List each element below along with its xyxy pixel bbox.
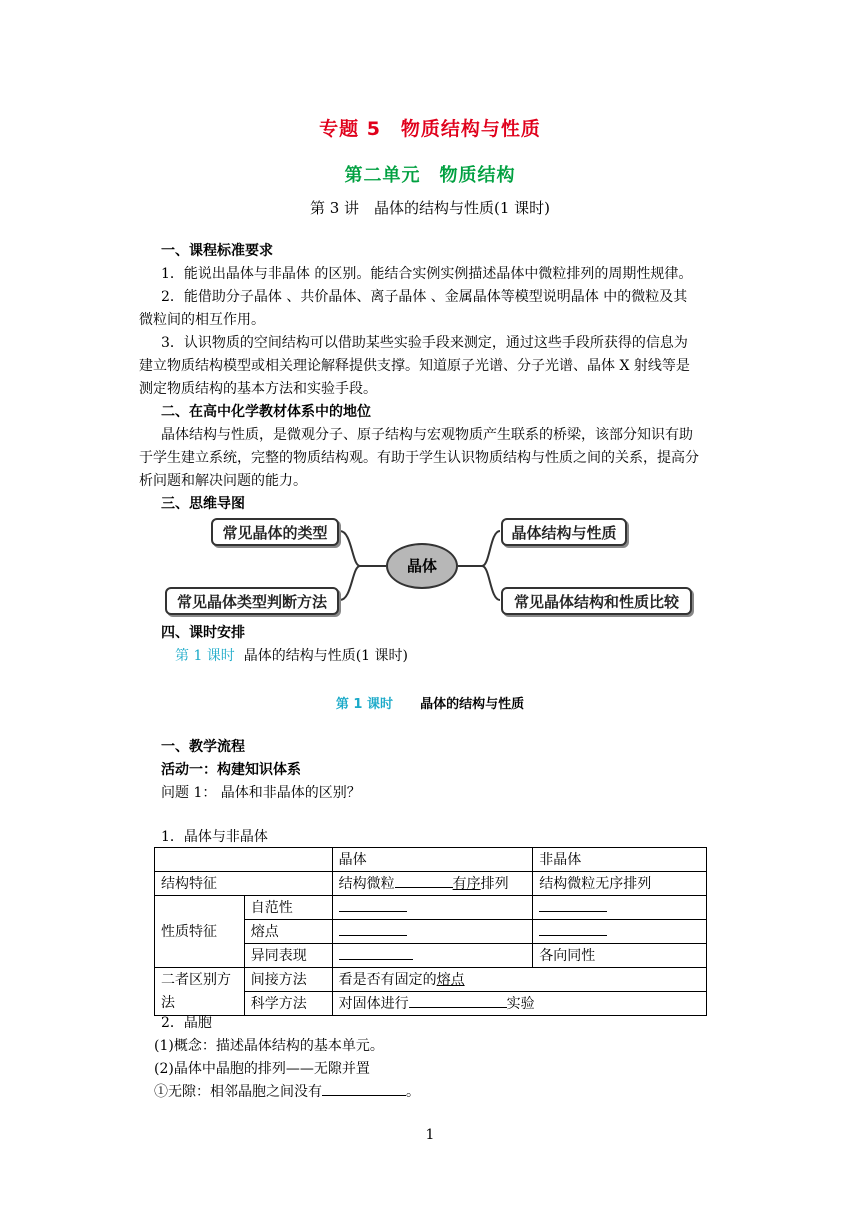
- mindmap-left-bottom: 常见晶体类型判断方法: [165, 587, 339, 615]
- flow-question: 问题 1： 晶体和非晶体的区别？: [161, 785, 361, 801]
- blank-self-shaping-crystal: [332, 896, 533, 920]
- structure-noncrystal: 结构微粒无序排列: [533, 872, 707, 896]
- s1-item2b: 微粒间的相互作用。: [139, 312, 265, 328]
- structure-crystal-prefix: 结构微粒: [338, 875, 395, 892]
- structure-crystal-answer: 有序: [452, 875, 481, 892]
- row-structure-label: 结构特征: [155, 872, 333, 896]
- cell-c3-suffix: 。: [406, 1084, 420, 1100]
- cell-item2: 2．晶胞: [161, 1015, 212, 1031]
- s4-heading: 四、课时安排: [161, 625, 245, 641]
- blank-line: [539, 898, 607, 912]
- s1-heading: 一、课程标准要求: [161, 243, 273, 259]
- flow-heading: 一、教学流程: [161, 739, 245, 755]
- s3-heading: 三、思维导图: [161, 496, 245, 512]
- s4-lesson-label: 第 1 课时: [175, 648, 235, 664]
- method-indirect-text: [332, 968, 706, 992]
- cell-c1: (1)概念：描述晶体结构的基本单元。: [154, 1038, 384, 1054]
- s2-heading: 二、在高中化学教材体系中的地位: [161, 404, 371, 420]
- method-indirect-answer: 熔点: [436, 971, 465, 988]
- method-indirect-prefix: 看是否有固定的: [338, 971, 437, 988]
- blank-line: [339, 898, 407, 912]
- structure-crystal: [332, 872, 533, 896]
- mindmap-left-top: 常见晶体的类型: [211, 518, 339, 546]
- cell-c3-prefix: ①无隙：相邻晶胞之间没有: [154, 1084, 322, 1100]
- section-label: 第 1 课时: [335, 697, 393, 712]
- table-row: [155, 896, 707, 920]
- structure-crystal-suffix: 排列: [480, 875, 509, 892]
- mindmap-center: 晶体: [386, 543, 458, 589]
- s2-p2: 于学生建立系统，完整的物质结构观。有助于学生认识物质结构与性质之间的关系，提高分: [139, 450, 699, 466]
- blank-melting-crystal: [332, 920, 533, 944]
- difference-label: 二者区别方法: [155, 968, 245, 1016]
- s4-lesson-text: 晶体的结构与性质(1 课时): [243, 648, 408, 664]
- blank-line: [339, 922, 407, 936]
- table-row: [155, 872, 707, 896]
- anisotropy-noncrystal: 各向同性: [533, 944, 707, 968]
- blank-melting-noncrystal: [533, 920, 707, 944]
- s1-item3c: 测定物质结构的基本方法和实验手段。: [139, 381, 377, 397]
- prop-self-shaping: 自范性: [244, 896, 332, 920]
- blank-line: [539, 922, 607, 936]
- property-label: 性质特征: [155, 896, 245, 968]
- method-scientific-prefix: 对固体进行: [338, 995, 409, 1012]
- header-crystal: 晶体: [332, 848, 533, 872]
- lecture-title: 第 3 讲 晶体的结构与性质(1 课时): [309, 199, 551, 217]
- method-scientific-suffix: 实验: [506, 995, 535, 1012]
- mindmap-right-top: 晶体结构与性质: [501, 518, 627, 546]
- cell-c3: [154, 1081, 734, 1104]
- header-noncrystal: 非晶体: [533, 848, 707, 872]
- flow-activity: 活动一：构建知识体系: [161, 762, 301, 778]
- blank-line: [339, 946, 413, 960]
- s1-item1-text: 1．能说出晶体与非晶体 的区别。能结合实例实例描述晶体中微粒排列的周期性规律。: [161, 266, 693, 282]
- mindmap-right-bottom: 常见晶体结构和性质比较: [501, 587, 692, 615]
- blank-line: [409, 994, 507, 1008]
- method-indirect: 间接方法: [244, 968, 332, 992]
- page-number: 1: [425, 1127, 435, 1143]
- s4-lesson: [175, 645, 755, 668]
- flow-item1: 1．晶体与非晶体: [161, 829, 268, 845]
- cell-c2: (2)晶体中晶胞的排列——无隙并置: [154, 1061, 370, 1077]
- blank-self-shaping-noncrystal: [533, 896, 707, 920]
- comparison-table-grid: [154, 847, 707, 1016]
- section-name: 晶体的结构与性质: [420, 697, 525, 712]
- table-row: [155, 848, 707, 872]
- prop-melting-point: 熔点: [244, 920, 332, 944]
- s2-p3: 析问题和解决问题的能力。: [139, 473, 307, 489]
- table-row: [155, 968, 707, 992]
- topic-title: 专题 5 物质结构与性质: [319, 118, 541, 140]
- s1-item2a: 2．能借助分子晶体 、共价晶体、离子晶体 、金属晶体等模型说明晶体 中的微粒及其: [161, 289, 688, 305]
- method-scientific: 科学方法: [244, 992, 332, 1016]
- section-title: [0, 693, 860, 712]
- prop-anisotropy: 异同表现: [244, 944, 332, 968]
- blank-line: [322, 1082, 406, 1096]
- blank-anisotropy-crystal: [332, 944, 533, 968]
- s2-p1: 晶体结构与性质，是微观分子、原子结构与宏观物质产生联系的桥梁，该部分知识有助: [161, 427, 693, 443]
- s1-item3a: 3．认识物质的空间结构可以借助某些实验手段来测定，通过这些手段所获得的信息为: [161, 335, 688, 351]
- blank-line: [395, 874, 453, 888]
- s1-item3b: 建立物质结构模型或相关理论解释提供支撑。知道原子光谱、分子光谱、晶体 X 射线等是: [139, 358, 690, 374]
- unit-title: 第二单元 物质结构: [344, 165, 516, 186]
